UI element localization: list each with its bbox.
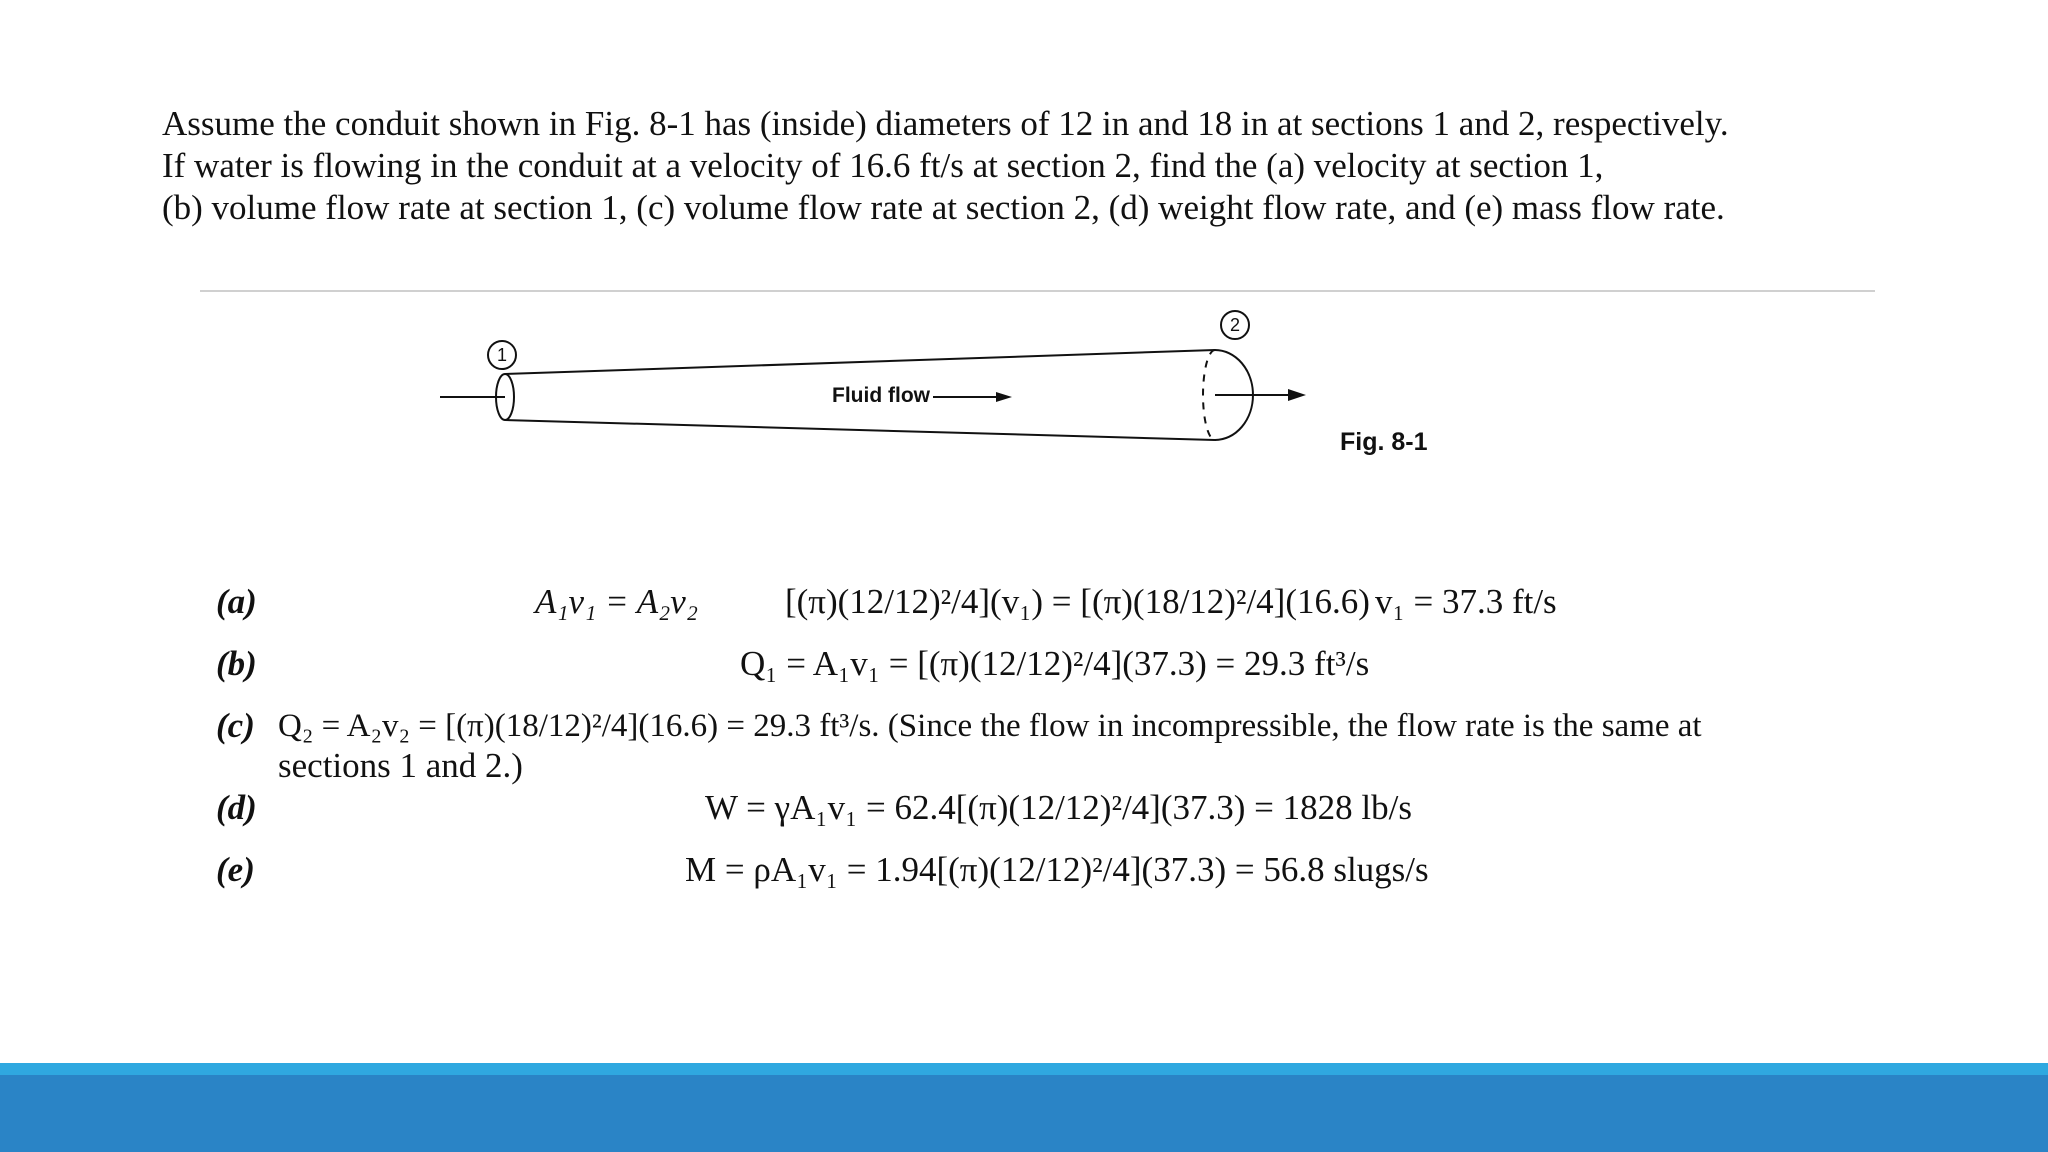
solution-c-eq: Q₂ = A₂v₂ = [(π)(18/12)²/4](16.6) = 29.3 ft³/s. (Since the flow in incompressible, the flow rate is the same at — [278, 708, 1702, 744]
solution-c-tag: (c) — [216, 706, 255, 745]
flow-arrowhead — [996, 392, 1012, 402]
problem-line-3: (b) volume flow rate at section 1, (c) volume flow rate at section 2, (d) weight flow rate, and (e) mass flow rate. — [162, 188, 1725, 227]
solution-e-eq: M = ρA₁v₁ = 1.94[(π)(12/12)²/4](37.3) = 56.8 slugs/s — [685, 850, 1429, 889]
solution-a-tag: (a) — [216, 582, 257, 621]
solution-d-eq: W = γA₁v₁ = 62.4[(π)(12/12)²/4](37.3) = 1828 lb/s — [705, 788, 1412, 827]
problem-line-1: Assume the conduit shown in Fig. 8-1 has (inside) diameters of 12 in and 18 in at sections 1 and 2, respectively. — [162, 104, 1729, 143]
section-2-ellipse-back — [1203, 350, 1215, 440]
solution-c-cont: sections 1 and 2.) — [278, 746, 523, 785]
solution-a-eq2: [(π)(12/12)²/4](v₁) = [(π)(18/12)²/4](16.6) — [785, 582, 1370, 621]
conduit-bottom-edge — [505, 420, 1215, 440]
outlet-arrowhead — [1288, 389, 1306, 401]
solution-e-tag: (e) — [216, 850, 255, 889]
solution-d-tag: (d) — [216, 788, 257, 827]
solution-b-tag: (b) — [216, 644, 257, 683]
solution-a-eq1: A₁v₁ = A₂v₂ — [535, 582, 698, 621]
solution-a-eq3: v₁ = 37.3 ft/s — [1375, 582, 1557, 621]
flow-label: Fluid flow — [832, 384, 930, 407]
figure-caption: Fig. 8-1 — [1340, 428, 1428, 456]
problem-line-2: If water is flowing in the conduit at a velocity of 16.6 ft/s at section 2, find the (a) velocity at section 1, — [162, 146, 1604, 185]
section-2-marker: 2 — [1220, 310, 1250, 340]
footer-stripe — [0, 1063, 2048, 1075]
solution-b-eq: Q₁ = A₁v₁ = [(π)(12/12)²/4](37.3) = 29.3 ft³/s — [740, 644, 1370, 683]
footer-bar — [0, 1075, 2048, 1152]
section-1-marker: 1 — [487, 340, 517, 370]
conduit-top-edge — [505, 350, 1215, 374]
